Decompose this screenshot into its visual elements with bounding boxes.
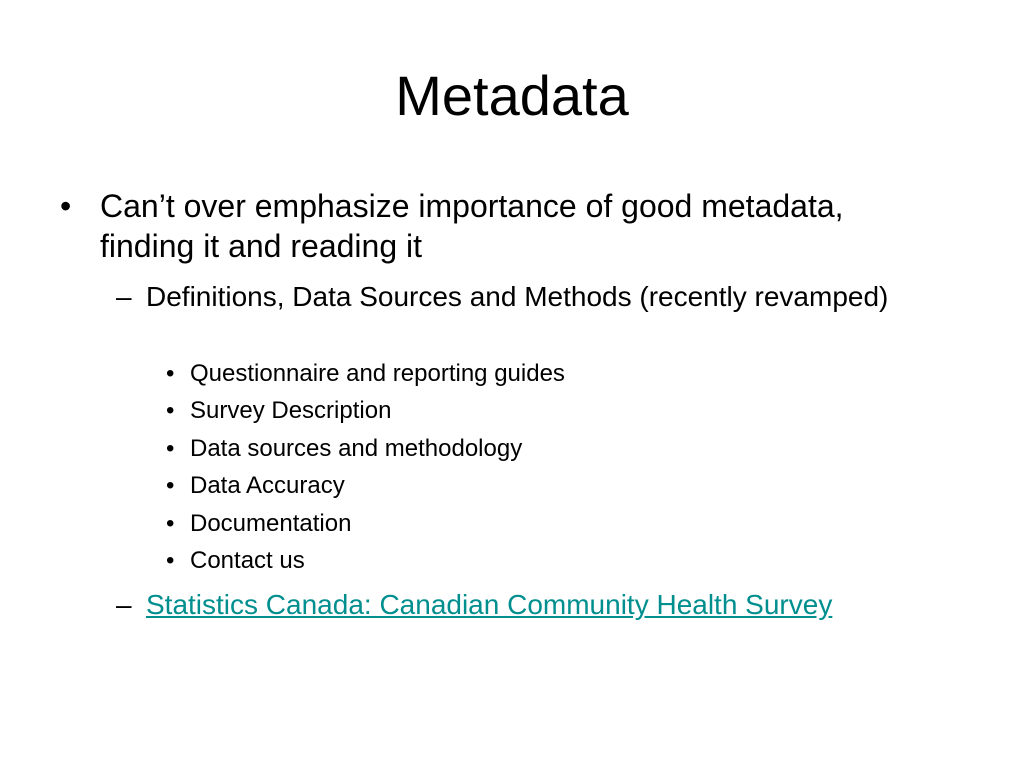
list-item-text: Contact us (190, 547, 305, 574)
list-item-text: Documentation (190, 510, 352, 537)
bullet-marker: • (166, 397, 175, 424)
list-item-text: Data Accuracy (190, 472, 345, 499)
bullet-marker: • (166, 547, 175, 574)
list-item-questionnaire (0, 359, 1024, 389)
list-item-text: Questionnaire and reporting guides (190, 360, 565, 387)
list-item-data-sources (0, 434, 1024, 464)
list-item-text: Survey Description (190, 397, 392, 424)
sub-point-statcan-link-container (146, 588, 906, 622)
bullet-point-1 (0, 186, 1024, 266)
dash-marker: – (116, 589, 132, 620)
bullet-marker: • (60, 188, 72, 224)
list-item-contact-us (0, 546, 1024, 576)
list-item-documentation (0, 509, 1024, 539)
sub-point-statcan-link (0, 588, 1024, 656)
dash-marker: – (116, 281, 132, 312)
bullet-marker: • (166, 360, 175, 387)
bullet-marker: • (166, 510, 175, 537)
list-item-survey-description (0, 396, 1024, 426)
bullet-marker: • (166, 435, 175, 462)
statcan-cchs-link[interactable]: Statistics Canada: Canadian Community Health Survey (146, 589, 833, 620)
slide-title: Metadata (395, 64, 629, 127)
bullet-point-1-text: Can’t over emphasize importance of good metadata, finding it and reading it (100, 188, 844, 264)
sub-point-definitions (0, 280, 1024, 348)
list-item-data-accuracy (0, 471, 1024, 501)
bullet-marker: • (166, 472, 175, 499)
sub-point-definitions-text: Definitions, Data Sources and Methods (recently revamped) (146, 281, 889, 312)
list-item-text: Data sources and methodology (190, 435, 523, 462)
